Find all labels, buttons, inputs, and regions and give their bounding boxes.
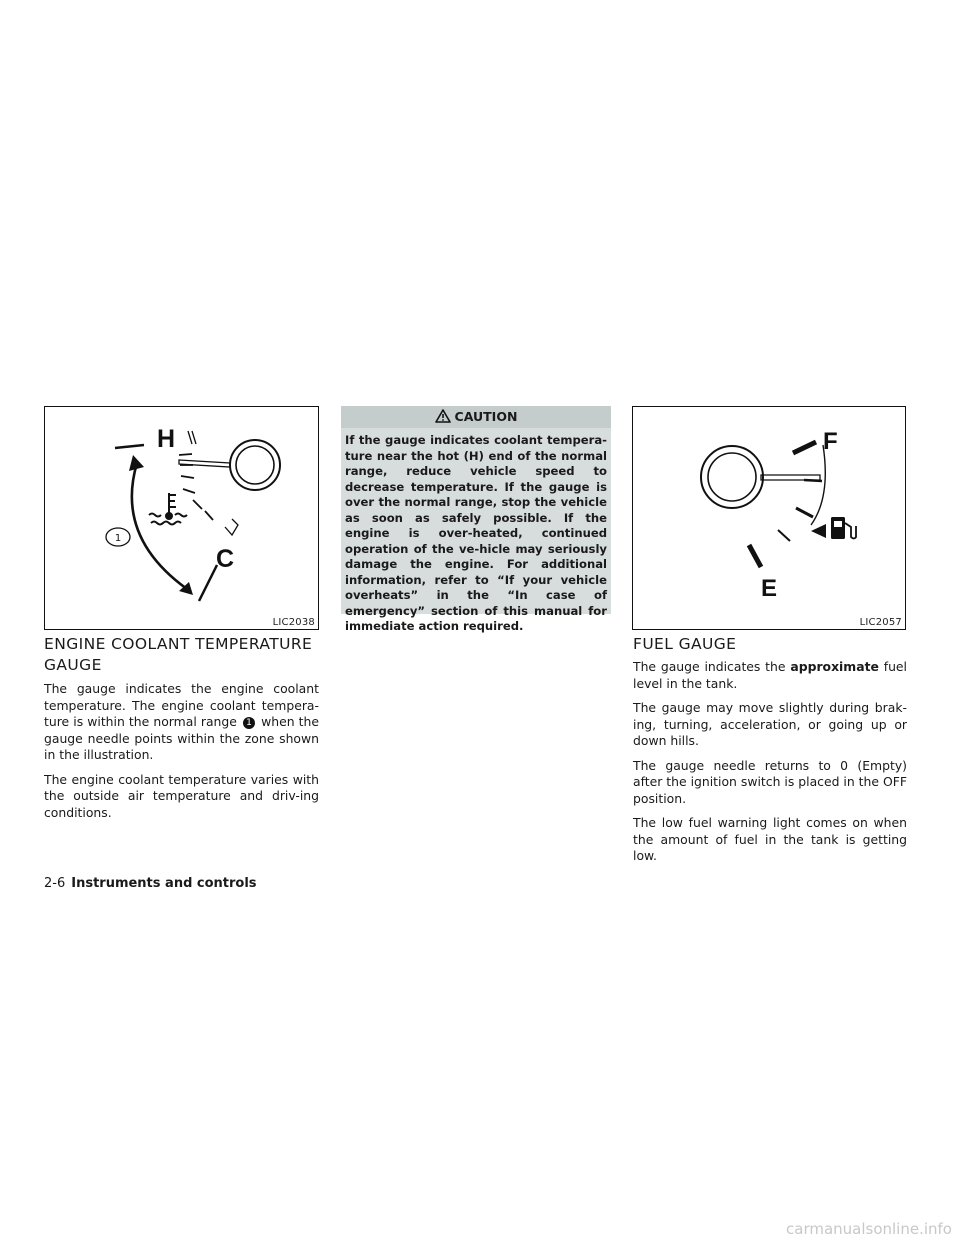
coolant-section-title: ENGINE COOLANT TEMPERATURE GAUGE [44,635,313,674]
figure-code: LIC2057 [859,617,902,628]
fuel-section-title: FUEL GAUGE [633,635,737,653]
coolant-temperature-icon [149,493,187,525]
page-number: 2-6 [44,876,66,891]
fuel-pump-icon [831,517,856,539]
watermark: carmanualsonline.info [786,1220,952,1238]
label-empty: E [761,575,778,602]
caution-text: If the gauge indicates coolant tempera-ture near the hot (H) end of the normal range, reduce vehicle speed to decrease temperature. If the gauge is over the normal range, stop the vehicle as soon as safely possible. If the engine is over-heated, continued operation of the ve-hicle may seriously damage the engine. For additional information, refer to “If your vehicle overheats” in the “In case of emergency” section of this manual for immediate action required. [345,433,607,633]
caution-title: CAUTION [454,409,518,424]
coolant-section-body [44,681,319,829]
fuel-gauge-figure [632,406,906,630]
label-hot: H [157,425,176,453]
label-cold: C [216,545,235,573]
caution-box [341,406,611,633]
figure-code: LIC2038 [272,617,315,628]
coolant-paragraph-1: The gauge indicates the engine coolant temperature. The engine coolant tempera-ture is within the normal range 1 when the gauge needle points within the zone shown in the illustration. [44,681,319,762]
warning-triangle-icon [435,409,451,423]
fuel-section-body [633,659,907,873]
fuel-gauge-illustration [633,407,905,629]
caution-header [341,406,611,428]
label-full: F [823,428,838,455]
fuel-paragraph-2: The gauge may move slightly during brak-ing, turning, acceleration, or going up or down hills. [633,700,907,748]
callout-1: 1 [114,533,122,544]
page-footer [44,876,257,891]
fuel-paragraph-4: The low fuel warning light comes on when the amount of fuel in the tank is getting low. [633,815,907,863]
coolant-paragraph-2: The engine coolant temperature varies with the outside air temperature and driv-ing conditions. [44,771,319,820]
callout-1-inline: 1 [243,717,255,729]
coolant-gauge-figure [44,406,319,630]
coolant-gauge-illustration [45,407,318,629]
fuel-paragraph-3: The gauge needle returns to 0 (Empty) after the ignition switch is placed in the OFF position. [633,757,907,806]
fuel-paragraph-1: The gauge indicates the approximate fuel level in the tank. [633,659,907,691]
section-name: Instruments and controls [71,876,257,891]
